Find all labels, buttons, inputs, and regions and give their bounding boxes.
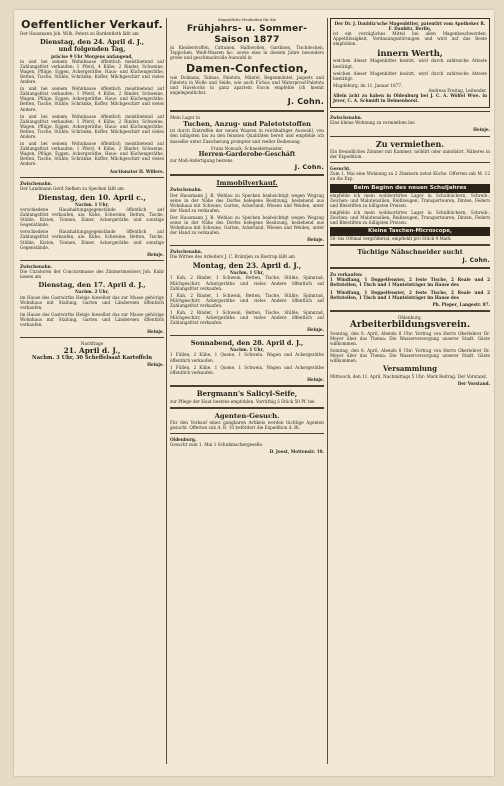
ad-text: verschiedene Haushaltungsgegenstände öffentlich auf Zahlungsfrist verkaufen, als: Kühe, Schweine, Betten, Tische, Stühle, Kisten, Tonnen, Eimer, Ackergeräthe und sonstige Gegenstände. — [20, 229, 164, 250]
headline-zu-vermiethen: Zu vermiethen. — [375, 138, 445, 149]
ad-signature: Heinje. — [147, 251, 164, 257]
ad-signature: Auctionator H. Willers. — [109, 168, 164, 174]
ad-time: Nachm. 2 Uhr, — [75, 289, 109, 295]
ad-text: Gesucht zum 1. Mai 1 Schuhmachergeselle. — [170, 442, 264, 448]
ad-place: Zwischenahn. — [20, 180, 53, 186]
column-middle — [170, 18, 324, 454]
ad-place: Zwischenahn. — [20, 263, 53, 269]
ad-text: Mittwoch, den 11. April, Nachmittags 5 Uhr: Mark Beitrag. Der Vorstand. — [330, 374, 487, 380]
ad-text: Eine kleine Wohnung zu vermiethen bei — [330, 120, 415, 126]
ad-text: zur Maß-Anfertigung bestens. — [170, 158, 234, 164]
ad-date: 21. April d. J., — [63, 346, 121, 356]
ad-signature: Andreas Freitag, Leitender. — [428, 87, 487, 93]
headline-oeffentlicher-verkauf: Oeffentlicher Verkauf. — [21, 18, 163, 31]
ad-text: im Hause des Gastwirths Heinje hieselbst das zur Masse gehörige Wohnhaus mit Stallung, Garten und Ländereien öffentlich verkaufen. — [20, 294, 164, 310]
ad-text: Die Wittwe des Arbeiters J. C. Brüntjen zu Rostrup läßt am — [170, 254, 295, 260]
ad-text: in und bei seinem Wohnhause öffentlich meistbietend auf Zahlungsfrist verkaufen: 1 Pferd, 4 Kühe, 2 Rinder, Schweine, Wagen, Pflüge, Eggen, Ackergeräthe, Haus- und Küchengeräthe, Betten, Tische, Stühle, Schränke, Koffer, Milchgeschirr und vieles Andere. — [20, 141, 164, 167]
headline-immobilverkauf: Immobilverkauf. — [216, 179, 278, 188]
ad-time: Nachm. 1 Uhr, — [75, 201, 109, 207]
ad-text: 1 Füllen, 2 Kühe, 1 Quene, 1 Schwein, Wagen und Ackergeräthe öffentlich verkaufen. — [170, 364, 324, 375]
ad-date: Dienstag, den 24. April d. J., — [39, 38, 144, 47]
ad-text: 1 Windfang, 1 Doppelfenster, 2 feste Tische, 2 Reale und 2 Bettstellen, 1 Tisch und 1 Mantelsträger im Hause des — [330, 277, 490, 288]
headline-damen-confection: Damen-Confection, — [185, 61, 309, 75]
ad-date: Montag, den 23. April d. J., — [192, 260, 302, 270]
ad-text: Sämmtliche Neuheiten für die — [217, 18, 277, 22]
ad-text: welchen dieser Magenbitter besitzt, wird durch zahlreiche Atteste bestätigt. — [333, 70, 487, 81]
headline-herren-garderobe: Herren-Garderobe-Geschäft — [198, 150, 296, 158]
ad-text: Mein Lager in — [170, 115, 200, 121]
band-microscope: Kleine Taschen-Microscope, — [330, 227, 490, 236]
ad-text: Der Hausmann Joh. Wilh. Peters zu Bardenfleth läßt am — [20, 31, 139, 36]
ad-text: 50- bis 100mal vergrößernd, empfiehlt pro Stück 4 Mark — [330, 235, 451, 241]
ad-text: Magdeburg, im 11. Januar 1877. — [333, 82, 403, 88]
headline-saison: Frühjahrs- u. Sommer-Saison 1877 — [186, 22, 308, 45]
ad-place: Oldenburg. — [397, 314, 423, 320]
magenbitter-ad — [330, 18, 490, 108]
ad-place: Oldenburg. — [170, 437, 197, 443]
column-left — [20, 18, 164, 367]
ad-date: Dienstag, den 10. April c., — [38, 192, 146, 202]
ad-signature: Der Vorstand. — [457, 381, 490, 387]
ad-text: ist durch Eintreffen der neuen Waaren in reichhaltiger Auswahl, von den billigsten bis zu den feinsten Qualitäten bereit und empfehle ich dasselbe unter Zusicherung prompter und reeller Bedienung. — [170, 128, 324, 144]
ad-text: 1 Kuh, 2 Rinder, 1 Schwein, Betten, Tische, Stühle, Spinnrad, Milchgeschirr, Ackergeräthe und vieles Andere öffentlich auf Zahlungsfrist verkaufen. — [170, 309, 324, 326]
headline-innern-werth: innern Werth, — [377, 48, 443, 59]
ad-signature: Heinje. — [147, 329, 164, 335]
ad-heading: Der Dr. J. Daubitz'sche Magenbitter, patentirt vom Apotheker R. F. Daubitz, Berlin, — [334, 21, 486, 32]
ad-place: Zwischenahn. — [170, 249, 203, 255]
ad-text: Für den Verkauf eines gangbaren Artikels werden tüchtige Agenten gesucht. Offerten sub A. B. 10 befördert die Expedition d. Bl. — [170, 420, 324, 431]
ad-text: Franz Nowack, Schneidermeister. — [210, 145, 283, 151]
headline-agenten-gesuch: Agenten-Gesuch. — [214, 411, 280, 420]
ad-text: zur Pflege der Haut bestens empfohlen. Vorräthig à Stück 50 Pf. bei — [170, 398, 315, 404]
band-schuljahr: Beim Beginn des neuen Schuljahres — [330, 184, 490, 193]
ad-text: Sonntag, den 8. April, Abends 8 Uhr: Vortrag von Herrn Oberlehrer Dr. Meyer über das Thema: Die Wasserversorgung unserer Stadt. Gäste willkommen. — [330, 330, 490, 347]
ad-signature: J. Cohn. — [462, 256, 490, 264]
ad-text: Die Curatoren der Concursmasse des Zimmermeisters Joh. Kuhr lassen am — [20, 268, 164, 279]
ad-signature: J. Cohn. — [294, 163, 324, 172]
ad-text: im Hause des Gastwirths Heinje hieselbst das zur Masse gehörige Wohnhaus mit Stallung, Garten und Ländereien öffentlich verkaufen. — [20, 311, 164, 328]
ad-text: Der Hausmann J. B. Wehlau zu Specken beabsichtigt wegen Wegzug seine in der Nähe des Dorfes belegene Besitzung, bestehend aus Wohnhaus mit Scheune, Garten, Ackerland, Wiesen und Weiden, unter der Hand zu verkaufen. — [170, 214, 324, 236]
ad-signature: Heinje. — [147, 361, 164, 367]
ad-text: Nachm. 3 Uhr, 30 Scheffelsaat Kartoffeln — [32, 355, 152, 362]
ad-text: Sonntag, den 8. April, Abends 8 Uhr: Vortrag von Herrn Oberlehrer Dr. Meyer über das Thema: Die Wasserversorgung unserer Stadt. Gäste willkommen. — [330, 348, 490, 364]
headline-tuchen: Tuchen, Anzug- und Paletotstoffen — [183, 120, 311, 129]
ad-signature: Heinje. — [307, 376, 324, 382]
ad-date-2: und folgenden Tag, — [58, 46, 126, 54]
ad-time: Nachm. 1 Uhr, — [230, 347, 264, 353]
headline-salicyl-seife: Bergmann's Salicyl-Seife, — [196, 388, 298, 398]
ad-signature: Heinje. — [307, 237, 324, 243]
ad-place: Zu verkaufen: — [330, 272, 363, 278]
ad-text: in und bei seinem Wohnhause öffentlich meistbietend auf Zahlungsfrist verkaufen: 1 Pferd, 4 Kühe, 2 Rinder, Schweine, Wagen, Pflüge, Eggen, Ackergeräthe, Haus- und Küchengeräthe, Betten, Tische, Stühle, Schränke, Koffer, Milchgeschirr und vieles Andere. — [20, 86, 164, 112]
headline-arbeiterbildungsverein: Arbeiterbildungsverein. — [349, 319, 471, 330]
ad-place: Zwischenahn. — [170, 187, 203, 193]
ad-date: Sonnabend, den 28. April d. J., — [190, 339, 304, 348]
headline-naehschneider: Tüchtige Nähschneider sucht — [357, 248, 463, 257]
column-right — [330, 18, 490, 386]
ad-text: verschiedene Haushaltungsgegenstände öffentlich auf Zahlungsfrist verkaufen, als: Kühe, Schweine, Betten, Tische, Stühle, Kisten, Tonnen, Eimer, Ackergeräthe und sonstige Gegenstände. — [20, 206, 164, 228]
ad-signature: Ph. Pieper, Langestr. 87. — [432, 301, 490, 307]
ad-text: Der Landmann Gerd Siefken zu Specken läßt am — [20, 185, 124, 191]
ad-signature: D. Joost, Mottenstr. 10. — [269, 449, 324, 455]
ad-text: in und bei seinem Wohnhause öffentlich meistbietend auf Zahlungsfrist verkaufen: 1 Pferd, 4 Kühe, 2 Rinder, Schweine, Wagen, Pflüge, Eggen, Ackergeräthe, Haus- und Küchengeräthe, Betten, Tische, Stühle, Schränke, Koffer, Milchgeschirr und vieles Andere. — [20, 113, 164, 139]
ad-time: präcise 9 Uhr Morgens anfangend, — [51, 53, 133, 59]
ad-heading: Nachfrage — [80, 341, 104, 347]
ad-text: welchen dieser Magenbitter besitzt, wird durch zahlreiche Atteste bestätigt. — [333, 58, 487, 69]
ad-text: 1 Kuh, 2 Rinder, 1 Schwein, Betten, Tische, Stühle, Spinnrad, Milchgeschirr, Ackergeräthe und vieles Andere öffentlich auf Zahlungsfrist verkaufen. — [170, 292, 324, 308]
newspaper-page — [14, 10, 494, 776]
ad-signature: Heinje. — [307, 327, 324, 333]
ad-text: 1 Füllen, 2 Kühe, 1 Quene, 1 Schwein, Wagen und Ackergeräthe öffentlich verkaufen. — [170, 352, 324, 363]
ad-heading: Gesucht. — [330, 166, 351, 172]
column-divider — [327, 18, 328, 764]
ad-text: in und bei seinem Wohnhause öffentlich meistbietend auf Zahlungsfrist verkaufen: 1 Pferd, 4 Kühe, 2 Rinder, Schweine, Wagen, Pflüge, Eggen, Ackergeräthe, Haus- und Küchengeräthe, Betten, Tische, Stühle, Schränke, Koffer, Milchgeschirr und vieles Andere. — [20, 58, 164, 85]
ad-place: Zwischenahn. — [330, 115, 363, 121]
ad-date: Dienstag, den 17. April d. J., — [38, 281, 146, 290]
ad-signature: J. Cohn. — [287, 97, 324, 107]
ad-text: empfehle ich mein wohlsortirtes Lager in Schulbüchern, Schreib-, Zeichen- und Malutensilien, Reißzeugen, Transporteuren, Dinten, Federn und Bleistiften zu billigsten Preisen. — [330, 192, 490, 208]
ad-signature: Heinje. — [473, 127, 490, 133]
ad-text: wie Dolmans, Talmas, Paletots, Mäntel, Regenmäntel, Jaquets und Paletots in Wolle und Seide, wie auch Fichus und Waterproof-Paletots und Havelocks in ganz apartem Facon empfehle ich hiemit angelegentlichst. — [170, 74, 324, 96]
ad-text: Ein freundliches Zimmer mit Kammer, möblirt oder unmöblirt. Näheres in der Expedition. — [330, 149, 490, 160]
ad-text: 1 Kuh, 2 Rinder, 1 Schwein, Betten, Tische, Stühle, Spinnrad, Milchgeschirr, Ackergeräthe und vieles Andere öffentlich auf Zahlungsfrist verkaufen. — [170, 275, 324, 291]
ad-time: Nachm. 1 Uhr, — [230, 270, 264, 276]
ad-text: Allein ächt zu haben in Oldenburg bei J. C. A. Wölfel Wwe. in Jever, C. A. Schmidt in Delmenhorst. — [333, 93, 487, 104]
headline-versammlung: Versammlung — [383, 364, 437, 374]
ad-text: empfehle ich mein wohlsortirtes Lager in Schulbüchern, Schreib-, Zeichen- und Malutensilien, Reißzeugen, Transporteuren, Dinten, Federn und Bleistiften zu billigsten Preisen. — [330, 209, 490, 226]
ad-text: Zum 1. Mai eine Wohnung zu 2 Zimmern nebst Küche. Offerten sub M. 12 an die Exp. — [330, 171, 490, 182]
ad-text: Der Hausmann J. B. Wehlau zu Specken beabsichtigt wegen Wegzug seine in der Nähe des Dorfes belegene Besitzung, bestehend aus Wohnhaus mit Scheune, Garten, Ackerland, Wiesen und Weiden, unter der Hand zu verkaufen. — [170, 192, 324, 213]
ad-text: in Kleiderstoffen, Cattunen, Halbwollen, Gardinen, Tischdecken, Teppichen, Weiß-Waaren &c. sowie eine in diesem Jahre besonders große und geschmackvolle Auswahl in — [170, 44, 324, 60]
ad-text: 1 Windfang, 1 Doppelfenster, 2 feste Tische, 2 Reale und 2 Bettstellen, 1 Tisch und 1 Mantelsträger im Hause des — [330, 289, 490, 300]
column-divider — [166, 18, 167, 764]
ad-text: ist ein vorzügliches Mittel bei allen Magenbeschwerden, Appetitlosigkeit, Verdauungsstörungen und wird auf das Beste empfohlen. — [333, 31, 487, 47]
